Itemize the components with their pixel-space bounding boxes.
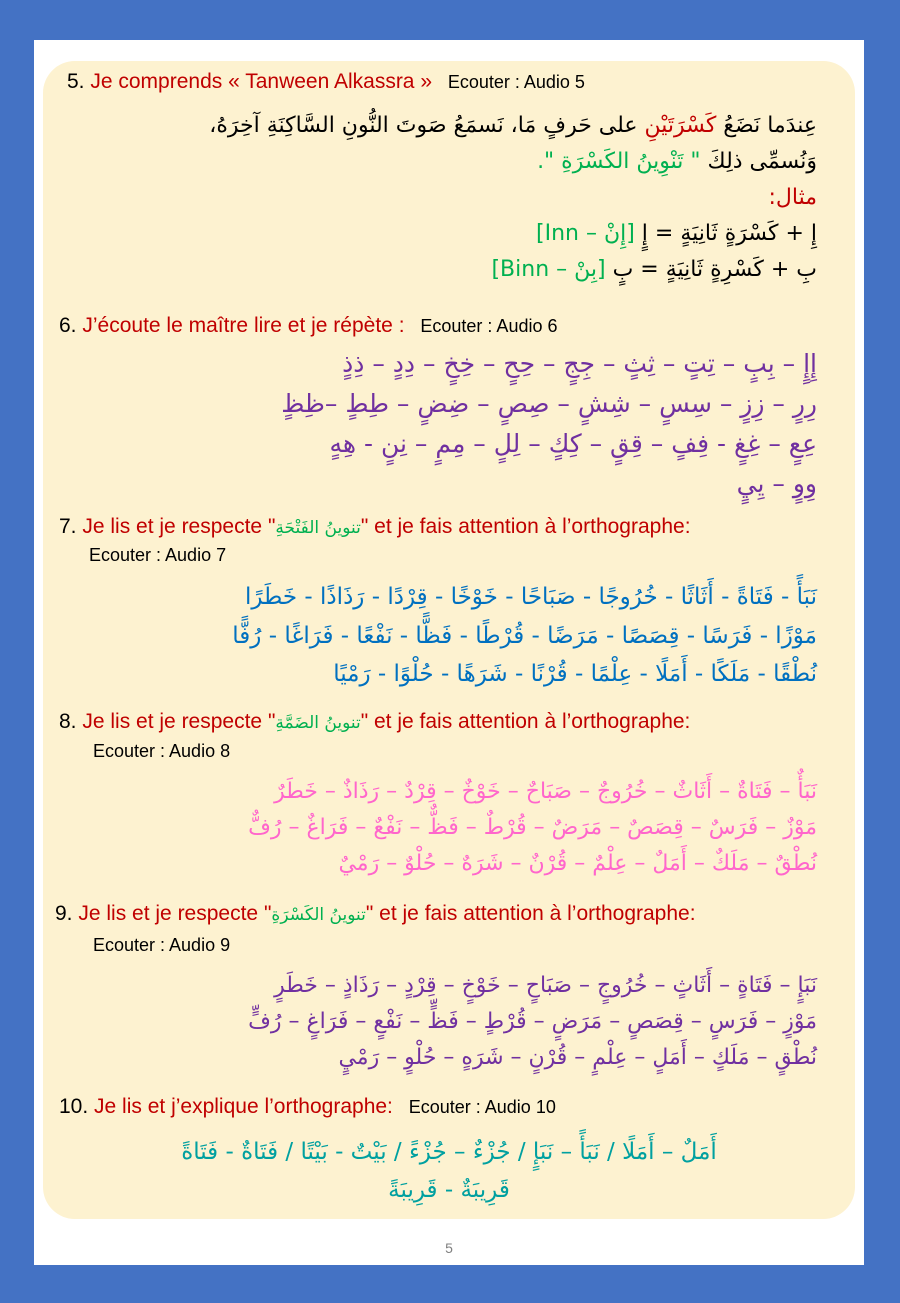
audio-link[interactable]: Ecouter : Audio 8: [93, 741, 231, 761]
section-8-header: [59, 709, 855, 736]
s5-line-2: [73, 149, 817, 174]
s8-line-2: مَوْزٌ – فَرَسٌ – قِصَصٌ – مَرَضٌ – قُرْطٌ – فَظٌّ – نَفْعٌ – فَرَاغٌ – رُفٌّ: [248, 815, 817, 840]
s7-line-2: مَوْزًا - فَرَسًا - قِصَصًا - مَرَضًا - قُرْطًا - فَظًّا - نَفْعًا - فَرَاغًا - رُفًّا: [232, 623, 817, 649]
audio-link[interactable]: Ecouter : Audio 7: [89, 545, 227, 565]
tanween-name: تنوينُ الفَتْحَةِ: [275, 518, 361, 538]
section-title-end: " et je fais attention à l’orthographe:: [360, 515, 691, 538]
tanween-name: تنوينُ الكَسْرَةِ: [271, 905, 366, 925]
audio-link[interactable]: Ecouter : Audio 9: [93, 935, 231, 955]
s6-line-3: عِعٍ – غِغٍ - فِفٍ – قِقٍ – كِكٍ – لِلٍ – مِمٍ – نِنٍ - هِهٍ: [329, 429, 817, 458]
s5-example-2: [73, 257, 817, 282]
section-5-header: [67, 69, 855, 95]
s6-line-4: وِوٍ – يِيٍ: [736, 469, 817, 498]
section-title-start: Je lis et je respecte ": [82, 710, 276, 733]
s6-line-1: إِإٍ – بِبٍ – تِتٍ – ثِثٍ – جِجٍ – حِحٍ – خِخٍ – دِدٍ – ذِذٍ: [342, 349, 817, 378]
audio-link[interactable]: Ecouter : Audio 6: [420, 316, 558, 336]
audio-link[interactable]: Ecouter : Audio 5: [447, 72, 585, 92]
section-title-start: Je lis et je respecte ": [82, 515, 276, 538]
s10-line-2: قَرِيبَةٌ - قَرِيبَةً: [388, 1177, 510, 1203]
s9-line-1: نَبَإٍ – فَتَاةٍ – أَثَاثٍ – خُرُوجٍ – صَبَاحٍ – خَوْخٍ – قِرْدٍ – رَذَاذٍ – خَطَرٍ: [274, 973, 817, 998]
section-number: 5.: [67, 70, 85, 93]
s9-line-3: نُطْقٍ – مَلَكٍ – أَمَلٍ – عِلْمٍ – قُرْنٍ – شَرَهٍ – حُلْوٍ – رَمْيٍ: [338, 1045, 817, 1070]
audio-link[interactable]: Ecouter : Audio 10: [408, 1097, 556, 1117]
section-title: Je comprends « Tanween Alkassra »: [90, 70, 432, 93]
section-number: 9.: [55, 902, 73, 925]
section-number: 7.: [59, 515, 77, 538]
section-10-header: [59, 1094, 855, 1120]
example-label: مثال:: [768, 185, 817, 210]
kasratayn-word: كَسْرَتَيْنِ: [644, 113, 717, 138]
lesson-card: [43, 61, 855, 1219]
text: وَنُسمِّى ذلِكَ: [700, 149, 817, 174]
tanween-name: تنوينُ الضَمَّةِ: [275, 713, 361, 733]
s10-line-1: أَمَلٌ – أَمَلًا / نَبَأً – نَبَإٍ / جُزْءٌ – جُزْءً / بَيْتٌ - بَيْتًا / فَتَاةٌ - فَتَاةً: [181, 1139, 717, 1165]
section-title: Je lis et j’explique l’orthographe:: [94, 1095, 393, 1118]
section-7-header: [59, 514, 855, 541]
s5-line-1: [73, 113, 817, 138]
section-title-end: " et je fais attention à l’orthographe:: [360, 710, 691, 733]
s7-line-1: نَبَأً - فَتَاةً - أَثَاثًا - خُرُوجًا - صَبَاحًا - خَوْخًا - قِرْدًا - رَذَاذًا - خَطَرًا: [244, 584, 817, 610]
s6-line-2: رِرٍ – زِزٍ – سِسٍ – شِشٍ – صِصٍ – ضِضٍ – طِطٍ –ظِظٍ: [281, 389, 817, 418]
text: عِندَما نَضَعُ: [716, 113, 817, 138]
pronunciation: [بِنْ – Binn]: [491, 257, 606, 282]
text: على حَرفٍ مَا، نَسمَعُ صَوتَ النُّونِ السَّاكِنَةِ آخِرَهُ،: [209, 113, 645, 138]
page: [34, 40, 864, 1265]
section-number: 10.: [59, 1095, 89, 1118]
section-number: 6.: [59, 314, 77, 337]
pronunciation: [إِنْ – Inn]: [535, 221, 635, 246]
s7-line-3: نُطْقًا - مَلَكًا - أَمَلًا - عِلْمًا - قُرْنًا - شَرَهًا - حُلْوًا - رَمْيًا: [333, 661, 817, 687]
text: بِ + كَسْرِةٍ ثَانِيَةٍ = بٍ: [605, 257, 817, 282]
section-number: 8.: [59, 710, 77, 733]
section-6-header: [59, 313, 855, 339]
colon: :: [398, 314, 405, 337]
s8-line-3: نُطْقٌ – مَلَكٌ – أَمَلٌ – عِلْمٌ – قُرْنٌ – شَرَهٌ – حُلْوٌ – رَمْيٌ: [338, 851, 817, 876]
page-number: 5: [445, 1240, 453, 1256]
section-title: J’écoute le maître lire et je répète: [82, 314, 393, 337]
text: إِ + كَسْرَةٍ ثَانِيَةٍ = إٍ: [634, 221, 817, 246]
section-title-end: " et je fais attention à l’orthographe:: [365, 902, 696, 925]
tanween-term: " تَنْوِينُ الكَسْرَةِ ".: [537, 149, 701, 174]
s9-line-2: مَوْزٍ – فَرَسٍ – قِصَصٍ – مَرَضٍ – قُرْطٍ – فَظٍّ – نَفْعٍ – فَرَاغٍ – رُفٍّ: [248, 1009, 817, 1034]
section-9-header: [55, 901, 855, 928]
section-title-start: Je lis et je respecte ": [78, 902, 272, 925]
s8-line-1: نَبَأٌ – فَتَاةٌ – أَثَاثٌ – خُرُوجٌ – صَبَاحٌ – خَوْخٌ – قِرْدٌ – رَذَاذٌ – خَطَرٌ: [274, 779, 817, 804]
s5-example-1: [73, 221, 817, 246]
